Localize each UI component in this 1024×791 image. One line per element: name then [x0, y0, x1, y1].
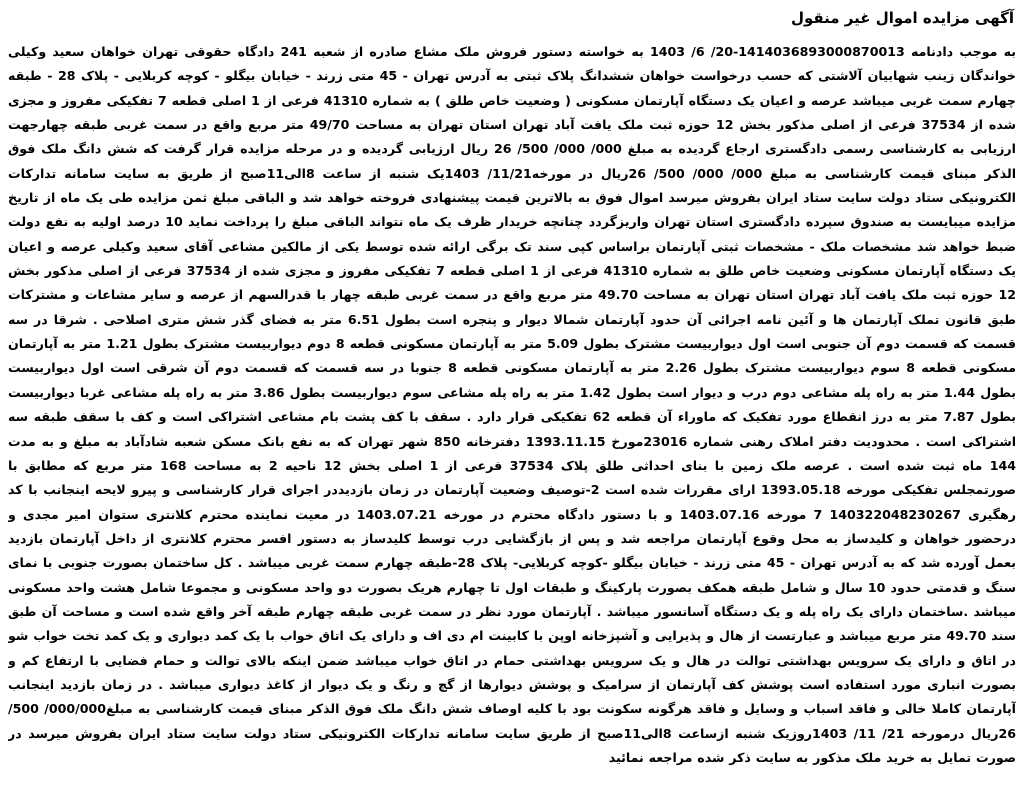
notice-title: آگهی مزایده اموال غیر منقول — [790, 9, 1014, 27]
auction-notice — [8, 6, 1016, 786]
notice-body: به موجب دادنامه 1414036893000870013-20/ 6/ 1403 به خواسته دستور فروش ملک مشاع صادره از شعبه 241 دادگاه حقوقی تهران خواهان سعید وکیلی خواندگان زینب شهابیان آلاشتی که حسب درخواست خواهان ششدانگ پلاک ثبتی به آدرس تهران - 45 متی زرند - خیابان بیگلو - کوچه کربلایی - پلاک 28 - طبقه چهارم سمت غربی میباشد عرصه و اعیان یک دستگاه آپارتمان مسکونی ( وضعیت خاص طلق ) به شماره 41310 فرعی از 1 اصلی قطعه 7 تفکیکی مفروز و مجزی شده از 37534 فرعی از اصلی مذکور بخش 12 حوزه ثبت ملک یافت آباد تهران استان تهران به مساحت 49/70 متر مربع واقع در سمت غربی طبقه چهارجهت ارزیابی به کارشناسی رسمی دادگستری ارجاع گردیده به مبلغ 000/ 000/ 500/ 26 ریال ارزیابی گردیده و در مرحله مزایده قرار گرفت که شش دانگ ملک فوق الذکر مبنای قیمت کارشناسی به مبلغ 000/ 000/ 500/ 26ریال در مورخه11/21/ 1403یک شنبه از ساعت 8الی11صبح از طریق به سایت سامانه تدارکات الکترونیکی ستاد دولت سایت ستاد ایران بفروش میرسد اموال فوق به بالاترین قیمت پیشنهادی فروخته خواهد شد و الباقی مبلغ ثمن مزایده طی یک ماه از تاریخ مزایده میبایست به صندوق سپرده دادگستری استان تهران واریزگردد چنانچه خریدار ظرف یک ماه نتواند الباقی مبلغ را پرداخت نماید 10 درصد اولیه به نفع دولت ضبط خواهد شد مشخصات ملک - مشخصات ثبتی آپارتمان براساس کپی سند تک برگی ارائه شده توسط یکی از مالکین مشاعی آقای سعید وکیلی عرصه و اعیان یک دستگاه آپارتمان مسکونی وضعیت خاص طلق به شماره 41310 فرعی از 1 اصلی قطعه 7 تفکیکی مفروز و مجزی شده از 37534 فرعی از اصلی مذکور بخش 12 حوزه ثبت ملک یافت آباد تهران استان تهران به مساحت 49.70 متر مربع واقع در سمت غربی طبقه چهار با قدرالسهم از عرصه و سایر مشاعات و مشترکات طبق قانون تملک آپارتمان ها و آئین نامه اجرائی آن حدود آپارتمان شمالا دیوار و پنجره است بطول 6.51 متر به فضای گذر شش متری اصلاحی . شرقا در سه قسمت که قسمت دوم آن جنوبی است اول دیواربیست مشترک بطول 5.09 متر به آپارتمان مسکونی قطعه 8 دوم دیواربیست مشترک بطول 1.21 متر به آپارتمان مسکونی قطعه 8 سوم دیواربیست مشترک بطول 2.26 متر به آپارتمان مسکونی قطعه 8 جنوبا در سه قسمت که قسمت دوم آن شرقی است اول دیواربیست بطول 1.44 متر به راه پله مشاعی دوم درب و دیوار است بطول 1.42 متر به راه پله مشاعی سوم دیواربیست بطول 3.86 متر به راه پله مشاعی غربا دیواربیست بطول 7.87 متر به درز انقطاع مورد تفکیک که ماوراء آن قطعه 62 تفکیکی قرار دارد . سقف با کف پشت بام مشاعی اشتراکی است و کف با سقف طبقه سه اشتراکی است . محدودیت دفتر املاک رهنی شماره 23016مورخ 1393.11.15 دفترخانه 850 شهر تهران که به نفع بانک مسکن شعبه شادآباد به مبلغ و به مدت 144 ماه ثبت شده است . عرصه ملک زمین با بنای احداثی طلق پلاک 37534 فرعی از 1 اصلی بخش 12 ناحیه 2 به مساحت 168 متر مربع که مطابق با صورتمجلس تفکیکی مورخه 1393.05.18 ارای مقررات شده است 2-توصیف وضعیت آپارتمان در زمان بازدیددر اجرای قرار کارشناسی و پیرو لایحه اینجانب با کد رهگیری 140322048230267 7 مورخه 1403.07.16 و با دستور دادگاه محترم در مورخه 1403.07.21 در معیت نماینده محترم کلانتری ستوان امیر مجدی و درحضور خواهان و کلیدساز به محل وقوع آپارتمان مراجعه شد و پس از بازگشایی درب توسط کلیدساز به دستور افسر محترم کلانتری از داخل آپارتمان بازدید بعمل آورده شد که به آدرس تهران - 45 متی زرند - خیابان بیگلو -کوچه کربلایی- پلاک 28-طبقه چهارم سمت غربی میباشد . کل ساختمان بصورت جنوبی با نمای سنگ و قدمتی حدود 10 سال و شامل طبقه همکف بصورت پارکینگ و طبقات اول تا چهارم هریک بصورت دو واحد مسکونی و مجموعا شامل هشت واحد مسکونی میباشد .ساختمان دارای یک راه پله و یک دستگاه آسانسور میباشد . آپارتمان مورد نظر در سمت غربی طبقه چهارم طبقه آخر واقع شده است و مساحت آن طبق سند 49.70 متر مربع میباشد و عبارتست از هال و پذیرایی و آشپزخانه اوپن با کابینت ام دی اف و دارای یک اتاق خواب با یک کمد دیواری و یک کمد تخت خواب شو در اتاق و دارای یک سرویس بهداشتی توالت در هال و یک سرویس بهداشتی حمام در اتاق خواب میباشد ضمن اینکه بالای توالت و حمام فضایی با ارتفاع کم و بصورت انباری مورد استفاده است پوشش کف آپارتمان از سرامیک و پوشش دیوارها از گچ و رنگ و یک دیوار از کاغذ دیواری میباشد . در زمان بازدید اینجانب آپارتمان کاملا خالی و فاقد اسباب و وسایل و فاقد هرگونه سکونت بود با کلیه اوصاف شش دانگ ملک فوق الذکر مبنای قیمت کارشناسی به مبلغ000/000/ 500/ 26ریال درمورخه 21/ 11/ 1403روزیک شنبه ازساعت 8الی11صبح از طریق سایت سامانه تدارکات الکترونیکی ستاد دولت سایت ستاد ایران بفروش میرسد در صورت تمایل به خرید ملک مذکور به سایت ذکر شده مراجعه نمائید — [8, 44, 1016, 765]
